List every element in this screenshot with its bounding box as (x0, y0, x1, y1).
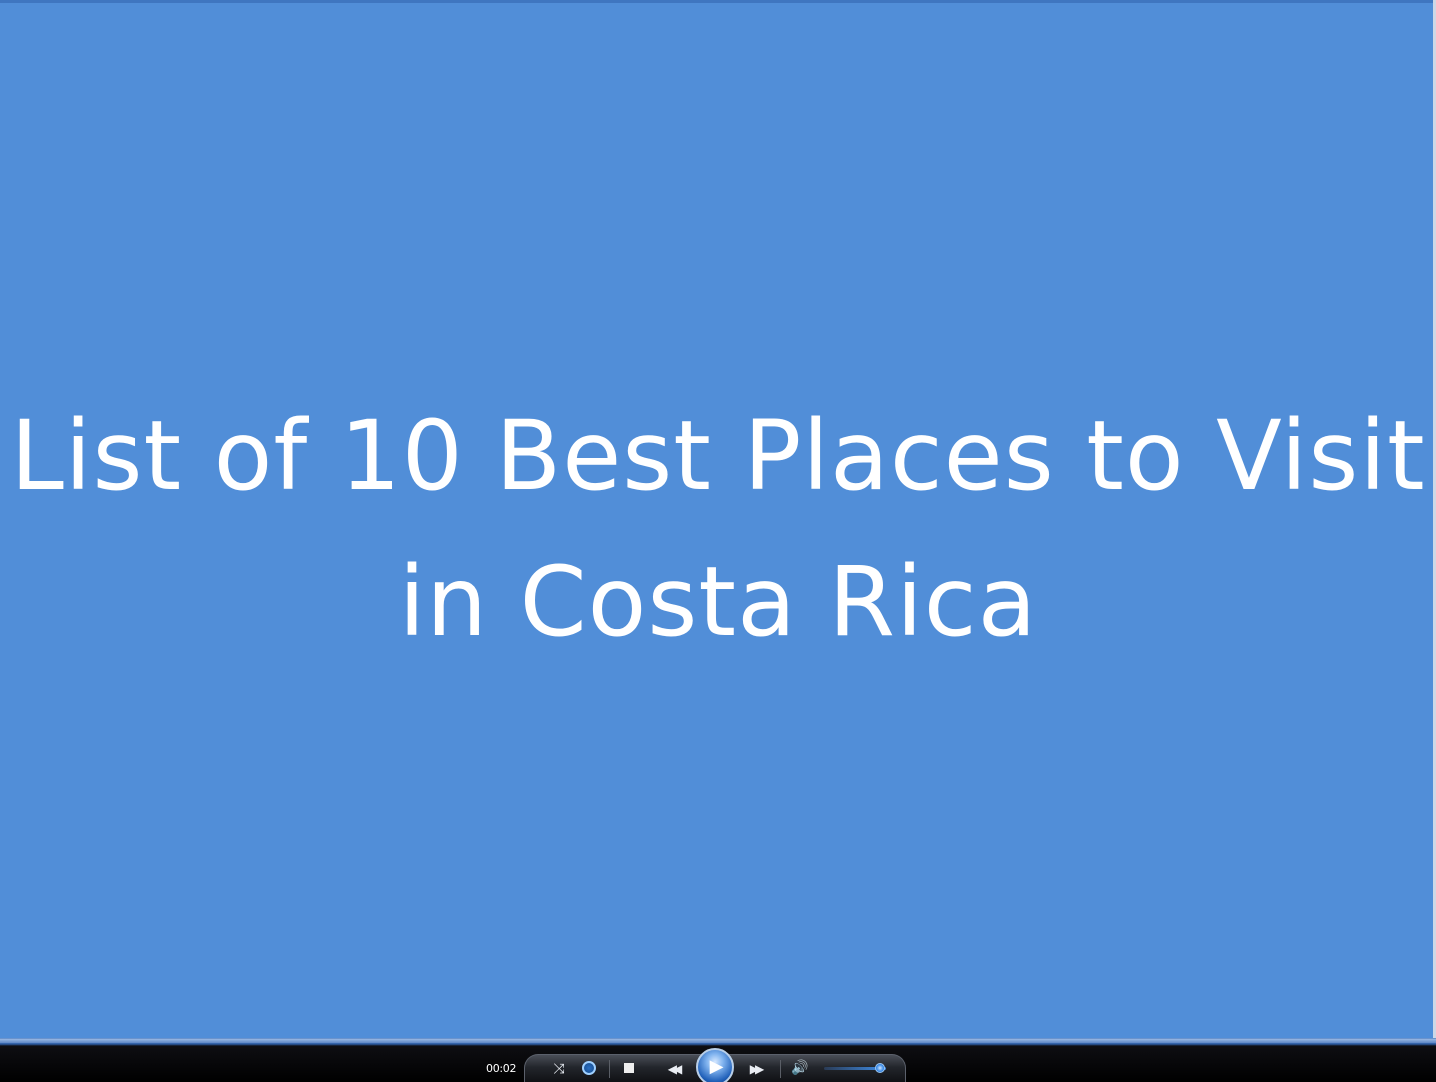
repeat-icon[interactable] (582, 1061, 596, 1075)
seek-bar[interactable] (0, 1039, 1436, 1043)
slide-title-line-1: List of 10 Best Places to Visit (10, 400, 1426, 512)
play-icon[interactable]: ▶ (696, 1048, 734, 1082)
slide-title (0, 383, 1436, 675)
control-separator (609, 1060, 610, 1078)
slide-title-line-2: in Costa Rica (398, 546, 1038, 658)
next-icon[interactable]: ▶▶ (749, 1062, 761, 1076)
elapsed-time: 00:02 (486, 1062, 517, 1075)
volume-slider-thumb[interactable] (875, 1063, 885, 1073)
speaker-icon[interactable]: 🔊 (791, 1060, 809, 1076)
stop-icon[interactable] (624, 1063, 634, 1073)
previous-icon[interactable]: ◀◀ (667, 1062, 679, 1076)
control-separator (780, 1060, 781, 1078)
shuffle-icon[interactable]: ⤨ (553, 1061, 565, 1077)
